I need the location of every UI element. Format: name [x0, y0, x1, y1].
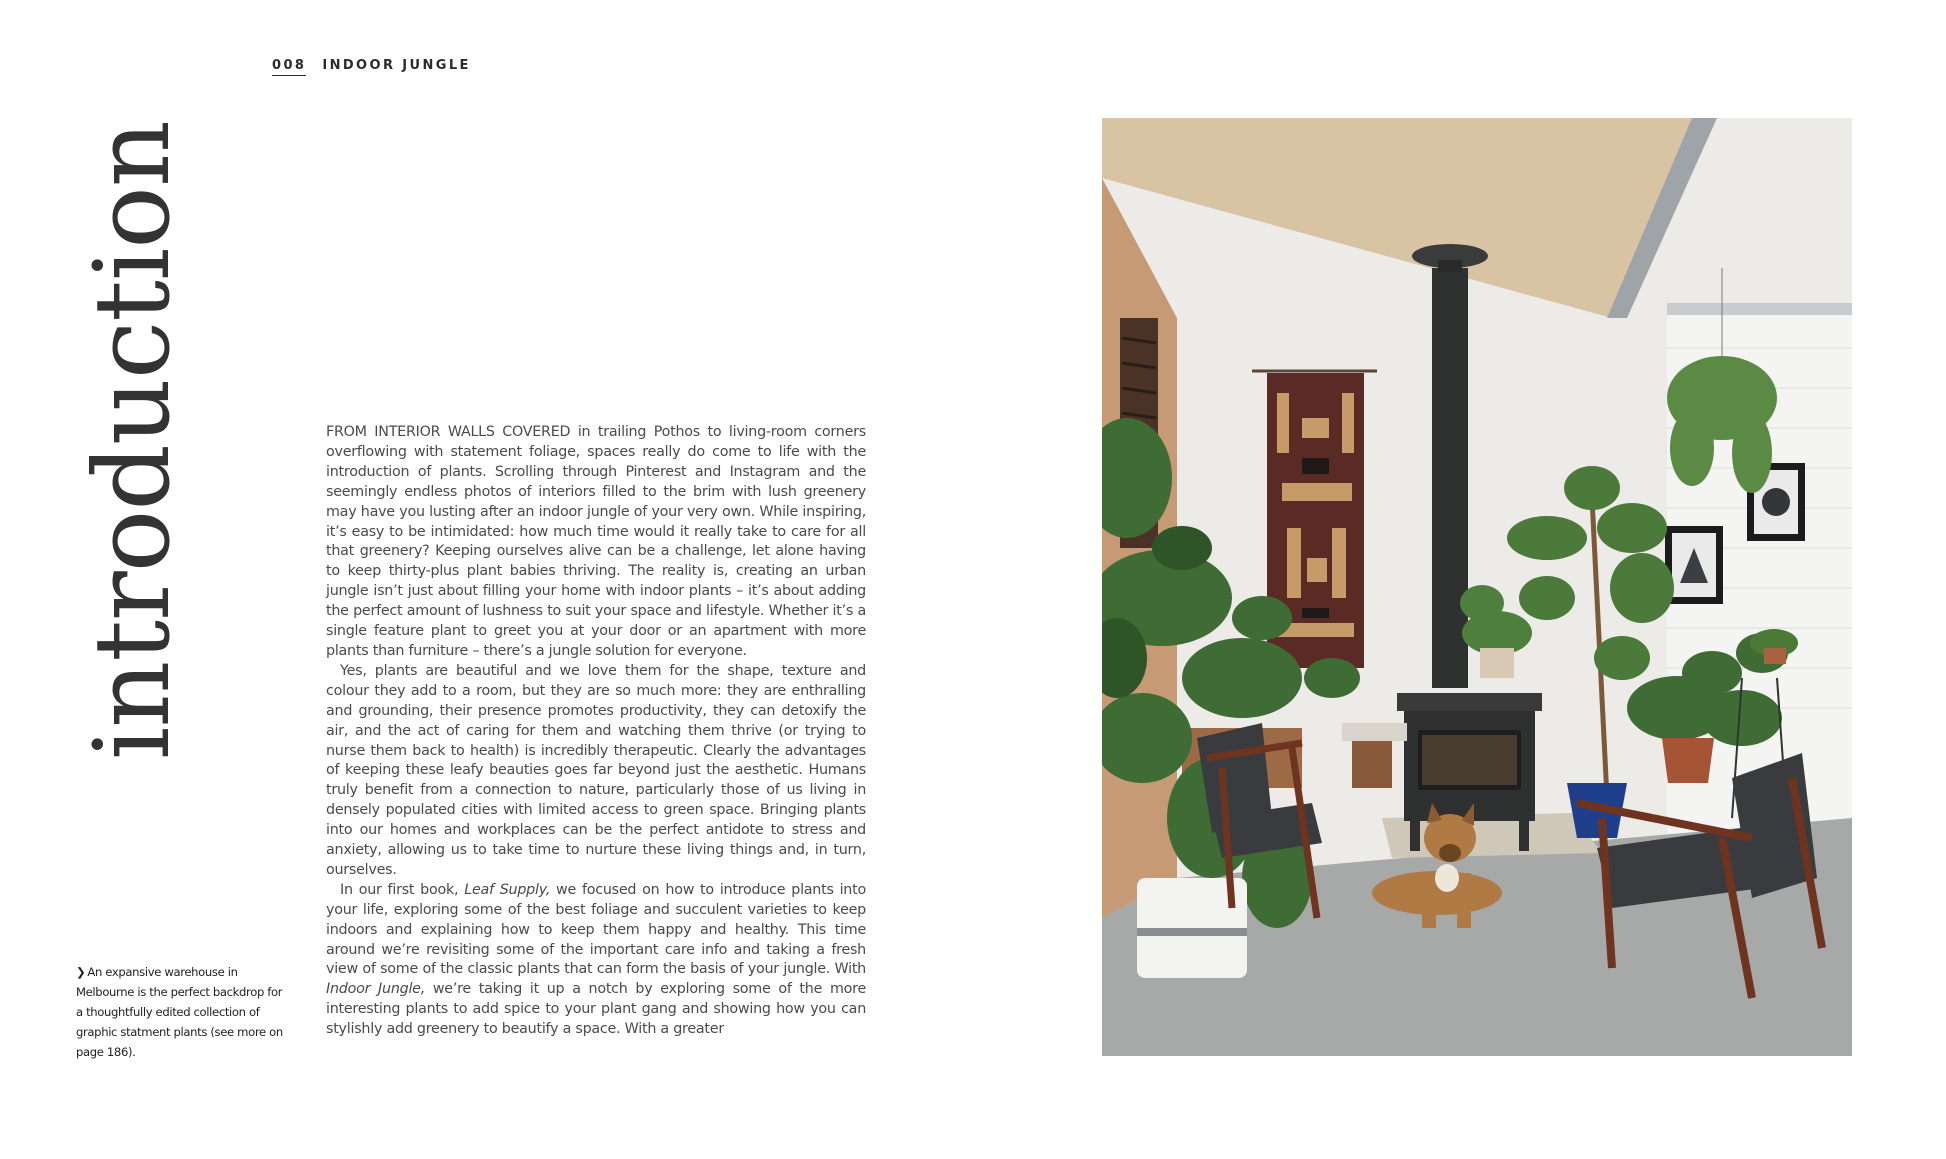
terracotta-pot: [1662, 738, 1714, 783]
section-name: INDOOR JUNGLE: [322, 58, 471, 73]
photo-caption: [76, 962, 290, 1062]
paragraph-text: we focused on how to introduce plants into your life, exploring some of the best foliage and succulent varieties to keep indoors and explaining how to keep them happy and healthy. This time around we’re revisiting some of the important care info and taking a fresh view of some of the classic plants that can form the basis of your jungle. With: [326, 881, 866, 978]
book-title: Leaf Supply,: [464, 881, 551, 898]
paragraph-text: FROM INTERIOR WALLS COVERED in trailing Pothos to living-room corners overflowing with statement foliage, spaces really do come to life with the introduction of plants. Scrolling through Pinterest and Instagram and the seemingly endless photos of interiors filled to the brim with lush greenery may have you lusting after an indoor jungle of your very own. While inspiring, it’s easy to be intimidated: how much time would it really take to care for all that greenery? Keeping ourselves alive can be a challenge, let alone having to keep thirty-plus plant babies thriving. The reality is, creating an urban jungle isn’t just about filling your home with indoor plants – it’s about adding the perfect amount of lushness to suit your space and lifestyle. Whether it’s a single feature plant to greet you at your door or an apartment with more plants than furniture – there’s a jungle solution for everyone.: [326, 424, 866, 659]
paragraph-text: In our first book,: [340, 881, 465, 898]
caption-text: An expansive warehouse in Melbourne is the perfect backdrop for a thoughtfully edited collection of graphic statment plants (see more on page 186).: [76, 965, 283, 1059]
body-paragraph: [326, 881, 866, 1040]
chapter-title: introduction: [71, 121, 193, 760]
paragraph-text: Yes, plants are beautiful and we love them for the shape, texture and colour they add to a room, but they are so much more: they are enthralling and grounding, their presence promotes productivity, they can detoxify the air, and the act of caring for them and watching them thrive (or trying to nurse them back to health) is incredibly therapeutic. Clearly the advantages of keeping these leafy beauties goes far beyond just the aesthetic. Humans truly benefit from a connection to nature, particularly those of us living in densely populated cities with limited access to green space. Bringing plants into our homes and workplaces can be the perfect antidote to stress and anxiety, allowing us to take time to nurture these living things and, in turn, ourselves.: [326, 662, 866, 878]
page-number: 008: [272, 58, 306, 76]
caption-arrow-icon: ❯: [76, 965, 86, 979]
body-paragraph: [326, 662, 866, 881]
running-head: [272, 58, 471, 78]
interior-photo: [1102, 118, 1852, 1056]
body-paragraph: [326, 423, 866, 662]
wood-stove: [1397, 693, 1542, 711]
paragraph-text: we’re taking it up a notch by exploring some of the more interesting plants to add spice to your plant gang and showing how you can stylishly add greenery to beautify a space. With a greater: [326, 981, 866, 1038]
book-title: Indoor Jungle,: [326, 981, 426, 998]
body-text: [326, 423, 866, 1040]
stove-flue: [1432, 268, 1468, 688]
